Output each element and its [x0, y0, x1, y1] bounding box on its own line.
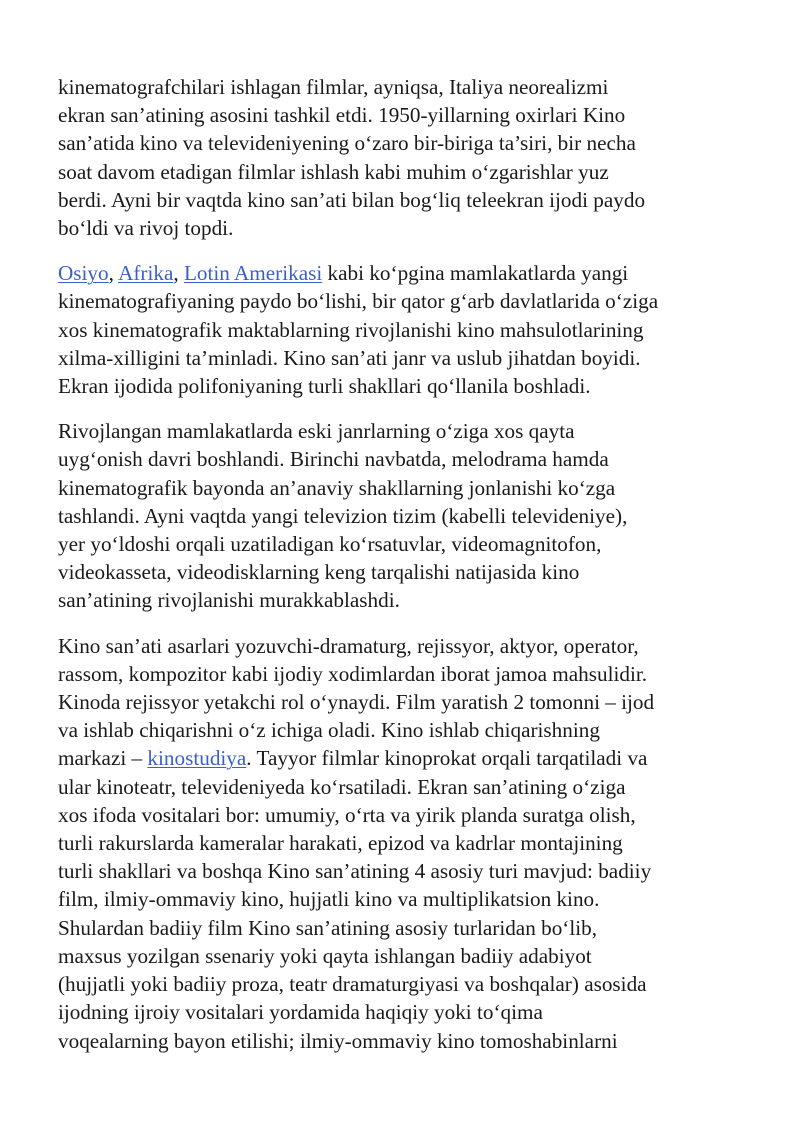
- text-line: ular kinoteatr, televideniyeda ko‘rsatiladi. Ekran san’atining o‘ziga: [58, 774, 626, 799]
- text-line: san’atining rivojlanishi murakkablashdi.: [58, 588, 400, 613]
- line-text: kabi ko‘pgina mamlakatlarda yangi: [322, 261, 629, 286]
- text-line: turli rakurslarda kameralar harakati, epizod va kadrlar montajining: [58, 831, 623, 856]
- text-line: maxsus yozilgan ssenariy yoki qayta ishlangan badiiy adabiyot: [58, 943, 592, 968]
- separator: ,: [173, 261, 184, 286]
- paragraph-2: [58, 259, 758, 400]
- text-line: tashlandi. Ayni vaqtda yangi televizion tizim (kabelli televideniye),: [58, 503, 628, 528]
- text-line: Kino san’ati asarlari yozuvchi-dramaturg, rejissyor, aktyor, operator,: [58, 633, 639, 658]
- text-line: yer yo‘ldoshi orqali uzatiladigan ko‘rsatuvlar, videomagnitofon,: [58, 532, 602, 557]
- text-line: san’atida kino va televideniyening o‘zaro bir-biriga ta’siri, bir necha: [58, 131, 636, 156]
- text-line: Rivojlangan mamlakatlarda eski janrlarning o‘ziga xos qayta: [58, 419, 575, 444]
- text-line: bo‘ldi va rivoj topdi.: [58, 216, 234, 241]
- paragraph-3: [58, 417, 758, 614]
- paragraph-1: [58, 73, 758, 242]
- text-line: kinematografchilari ishlagan filmlar, ayniqsa, Italiya neorealizmi: [58, 75, 609, 99]
- text-line: rassom, kompozitor kabi ijodiy xodimlardan iborat jamoa mahsulidir.: [58, 661, 648, 686]
- text-line: xilma-xilligini ta’minladi. Kino san’ati janr va uslub jihatdan boyidi.: [58, 345, 641, 370]
- text-line: [58, 744, 758, 772]
- text-line: [58, 259, 758, 287]
- text-line: Kinoda rejissyor yetakchi rol o‘ynaydi. Film yaratish 2 tomonni – ijod: [58, 690, 655, 715]
- text-line: ekran san’atining asosini tashkil etdi. 1950-yillarning oxirlari Kino: [58, 103, 626, 128]
- text-line: voqealarning bayon etilishi; ilmiy-ommaviy kino tomoshabinlarni: [58, 1028, 618, 1053]
- text-line: Shulardan badiiy film Kino san’atining asosiy turlaridan bo‘lib,: [58, 915, 598, 940]
- line-text: markazi –: [58, 746, 148, 771]
- separator: ,: [108, 261, 119, 286]
- line-text: . Tayyor filmlar kinoprokat orqali tarqatiladi va: [246, 746, 648, 771]
- text-line: kinematografik bayonda an’anaviy shakllarning jonlanishi ko‘zga: [58, 475, 616, 500]
- text-line: kinematografiyaning paydo bo‘lishi, bir qator g‘arb davlatlarida o‘ziga: [58, 289, 659, 314]
- text-line: turli shakllari va boshqa Kino san’atining 4 asosiy turi mavjud: badiiy: [58, 859, 652, 884]
- text-line: xos kinematografik maktablarning rivojlanishi kino mahsulotlarining: [58, 317, 644, 342]
- document-page: [58, 73, 758, 1072]
- text-line: xos ifoda vositalari bor: umumiy, o‘rta va yirik planda suratga olish,: [58, 802, 636, 827]
- text-line: (hujjatli yoki badiiy proza, teatr dramaturgiyasi va boshqalar) asosida: [58, 972, 647, 997]
- paragraph-4: [58, 632, 758, 1055]
- text-line: berdi. Ayni bir vaqtda kino san’ati bilan bog‘liq teleekran ijodi paydo: [58, 187, 646, 212]
- text-line: soat davom etadigan filmlar ishlash kabi muhim o‘zgarishlar yuz: [58, 159, 609, 184]
- link-lotin-amerikasi[interactable]: Lotin Amerikasi: [183, 261, 323, 286]
- text-line: film, ilmiy-ommaviy kino, hujjatli kino va multiplikatsion kino.: [58, 887, 600, 912]
- text-line: uyg‘onish davri boshlandi. Birinchi navbatda, melodrama hamda: [58, 447, 609, 472]
- link-kinostudiya[interactable]: kinostudiya: [147, 746, 247, 771]
- text-line: videokasseta, videodisklarning keng tarqalishi natijasida kino: [58, 560, 580, 585]
- text-line: Ekran ijodida polifoniyaning turli shakllari qo‘llanila boshladi.: [58, 374, 591, 399]
- link-osiyo[interactable]: Osiyo: [58, 261, 109, 286]
- text-line: va ishlab chiqarishni o‘z ichiga oladi. Kino ishlab chiqarishning: [58, 718, 600, 743]
- link-afrika[interactable]: Afrika: [118, 261, 174, 286]
- text-line: ijodning ijroiy vositalari yordamida haqiqiy yoki to‘qima: [58, 1000, 543, 1025]
